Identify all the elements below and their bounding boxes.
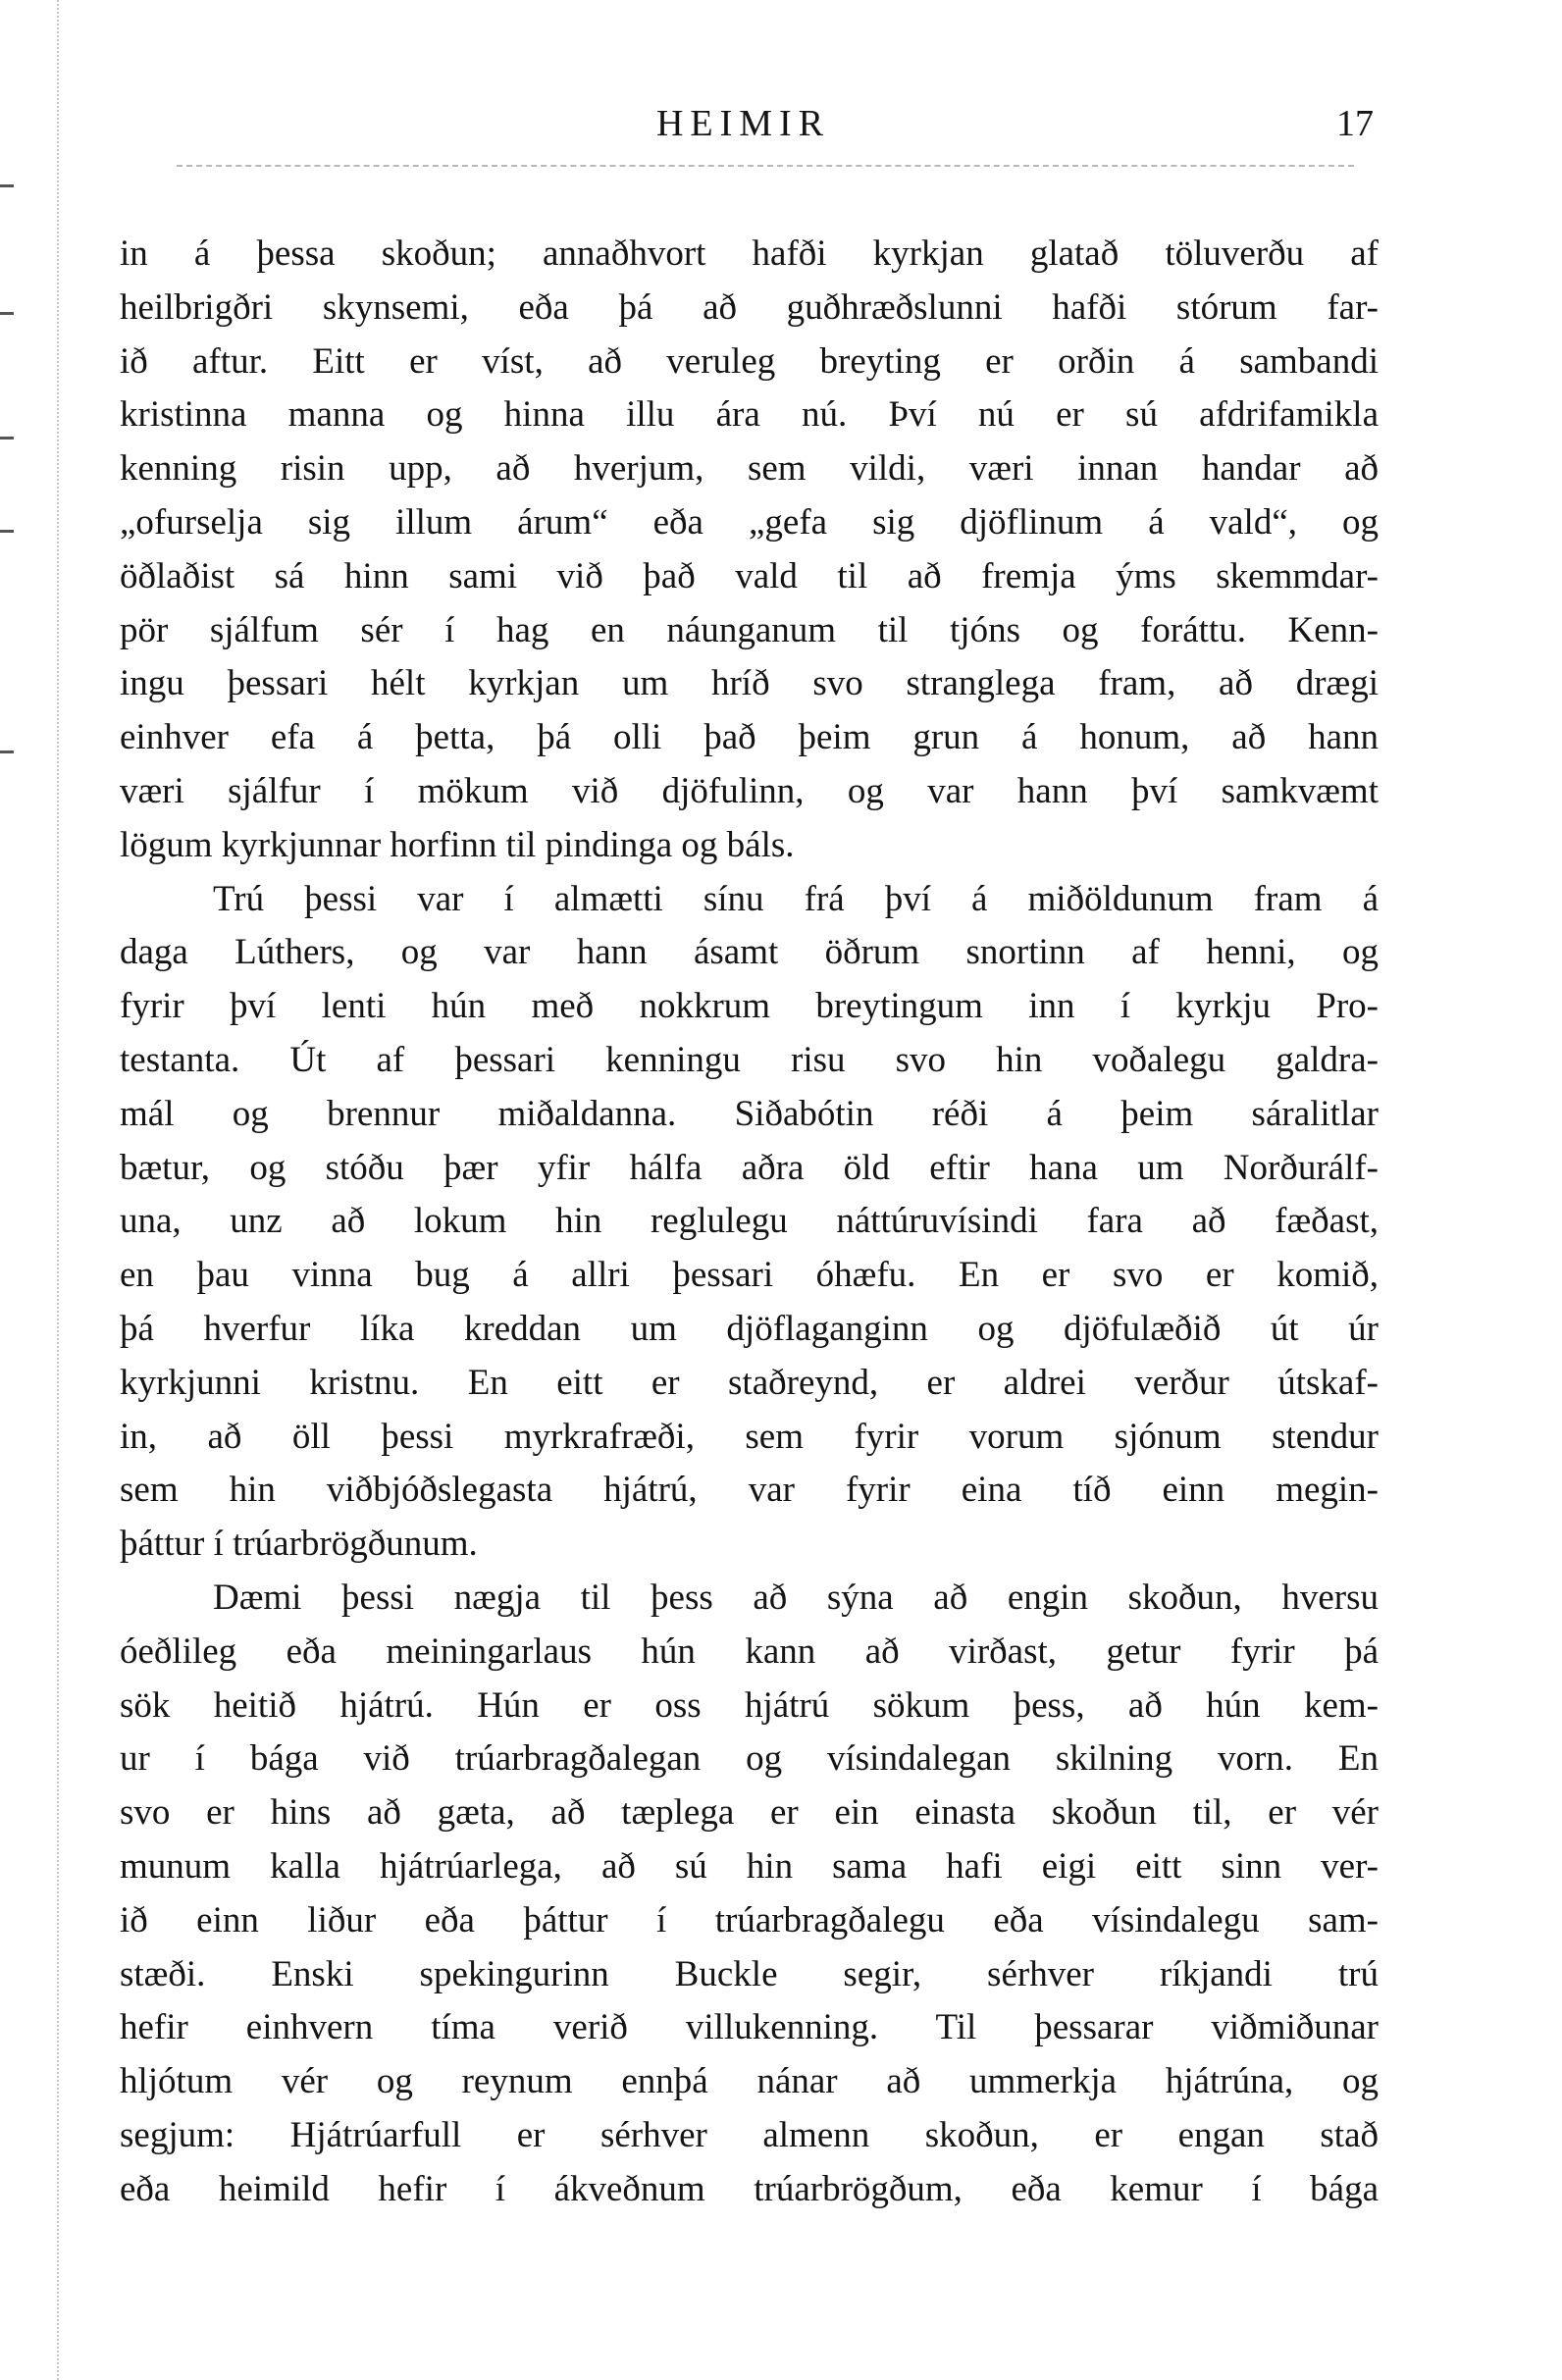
scan-edge-line xyxy=(57,0,60,2380)
text-line: stæði. Enski spekingurinn Buckle segir, sérhver ríkjandi trú xyxy=(120,1953,1379,1994)
text-line: in á þessa skoðun; annaðhvort hafði kyrkjan glatað töluverðu af xyxy=(120,233,1379,274)
page-number: 17 xyxy=(1336,103,1374,144)
text-line: kyrkjunni kristnu. En eitt er staðreynd, er aldrei verður útskaf- xyxy=(120,1362,1379,1403)
page-header xyxy=(113,94,1374,153)
text-line: in, að öll þessi myrkrafræði, sem fyrir vorum sjónum stendur xyxy=(120,1416,1379,1457)
text-line: munum kalla hjátrúarlega, að sú hin sama hafi eigi eitt sinn ver- xyxy=(120,1845,1379,1887)
text-line: sök heitið hjátrú. Hún er oss hjátrú sökum þess, að hún kem- xyxy=(120,1684,1379,1726)
text-line: kenning risin upp, að hverjum, sem vildi, væri innan handar að xyxy=(120,448,1379,490)
text-line: ingu þessari hélt kyrkjan um hríð svo stranglega fram, að drægi xyxy=(120,663,1379,704)
text-line: una, unz að lokum hin reglulegu náttúruvísindi fara að fæðast, xyxy=(120,1201,1379,1242)
text-line: öðlaðist sá hinn sami við það vald til að fremja ýms skemmdar- xyxy=(120,555,1379,596)
text-line: sem hin viðbjóðslegasta hjátrú, var fyrir eina tíð einn megin- xyxy=(120,1470,1379,1511)
text-line: Trú þessi var í almætti sínu frá því á miðöldunum fram á xyxy=(213,878,1379,919)
text-line: þáttur í trúarbrögðunum. xyxy=(120,1524,478,1565)
text-line: fyrir því lenti hún með nokkrum breytingum inn í kyrkju Pro- xyxy=(120,986,1379,1027)
text-line: lögum kyrkjunnar horfinn til pindinga og báls. xyxy=(120,824,795,865)
scan-edge-mark xyxy=(0,312,14,315)
text-line: ið einn liður eða þáttur í trúarbragðalegu eða vísindalegu sam- xyxy=(120,1899,1379,1940)
text-line: en þau vinna bug á allri þessari óhæfu. En er svo er komið, xyxy=(120,1255,1379,1296)
text-line: pör sjálfum sér í hag en náunganum til tjóns og foráttu. Kenn- xyxy=(120,609,1379,650)
scan-edge-mark xyxy=(0,437,14,440)
running-title: HEIMIR xyxy=(655,103,831,144)
text-line: „ofurselja sig illum árum“ eða „gefa sig djöflinum á vald“, og xyxy=(120,501,1379,543)
body-text xyxy=(120,228,1379,2216)
scan-edge-mark xyxy=(0,184,14,187)
text-line: bætur, og stóðu þær yfir hálfa aðra öld eftir hana um Norðurálf- xyxy=(120,1147,1379,1188)
text-line: hefir einhvern tíma verið villukenning. Til þessarar viðmiðunar xyxy=(120,2007,1379,2048)
text-line: væri sjálfur í mökum við djöfulinn, og var hann því samkvæmt xyxy=(120,770,1379,811)
scan-edge-mark xyxy=(0,750,14,753)
text-line: ið aftur. Eitt er víst, að veruleg breyting er orðin á sambandi xyxy=(120,340,1379,382)
text-line: kristinna manna og hinna illu ára nú. Því nú er sú afdrifamikla xyxy=(120,394,1379,436)
text-line: ur í bága við trúarbragðalegan og vísindalegan skilning vorn. En xyxy=(120,1738,1379,1780)
text-line: þá hverfur líka kreddan um djöflaganginn og djöfulæðið út úr xyxy=(120,1308,1379,1349)
text-line: óeðlileg eða meiningarlaus hún kann að virðast, getur fyrir þá xyxy=(120,1630,1379,1672)
text-line: einhver efa á þetta, þá olli það þeim grun á honum, að hann xyxy=(120,717,1379,758)
text-line: hljótum vér og reynum ennþá nánar að ummerkja hjátrúna, og xyxy=(120,2061,1379,2102)
text-line: eða heimild hefir í ákveðnum trúarbrögðum, eða kemur í bága xyxy=(120,2168,1379,2209)
text-line: testanta. Út af þessari kenningu risu svo hin voðalegu galdra- xyxy=(120,1039,1379,1080)
header-rule xyxy=(177,165,1354,167)
scan-edge-mark xyxy=(0,530,14,533)
text-line: segjum: Hjátrúarfull er sérhver almenn skoðun, er engan stað xyxy=(120,2114,1379,2155)
text-line: mál og brennur miðaldanna. Siðabótin réði á þeim sáralitlar xyxy=(120,1093,1379,1134)
text-line: svo er hins að gæta, að tæplega er ein einasta skoðun til, er vér xyxy=(120,1792,1379,1834)
text-line: Dæmi þessi nægja til þess að sýna að engin skoðun, hversu xyxy=(213,1577,1379,1618)
text-line: heilbrigðri skynsemi, eða þá að guðhræðslunni hafði stórum far- xyxy=(120,286,1379,328)
text-line: daga Lúthers, og var hann ásamt öðrum snortinn af henni, og xyxy=(120,932,1379,973)
